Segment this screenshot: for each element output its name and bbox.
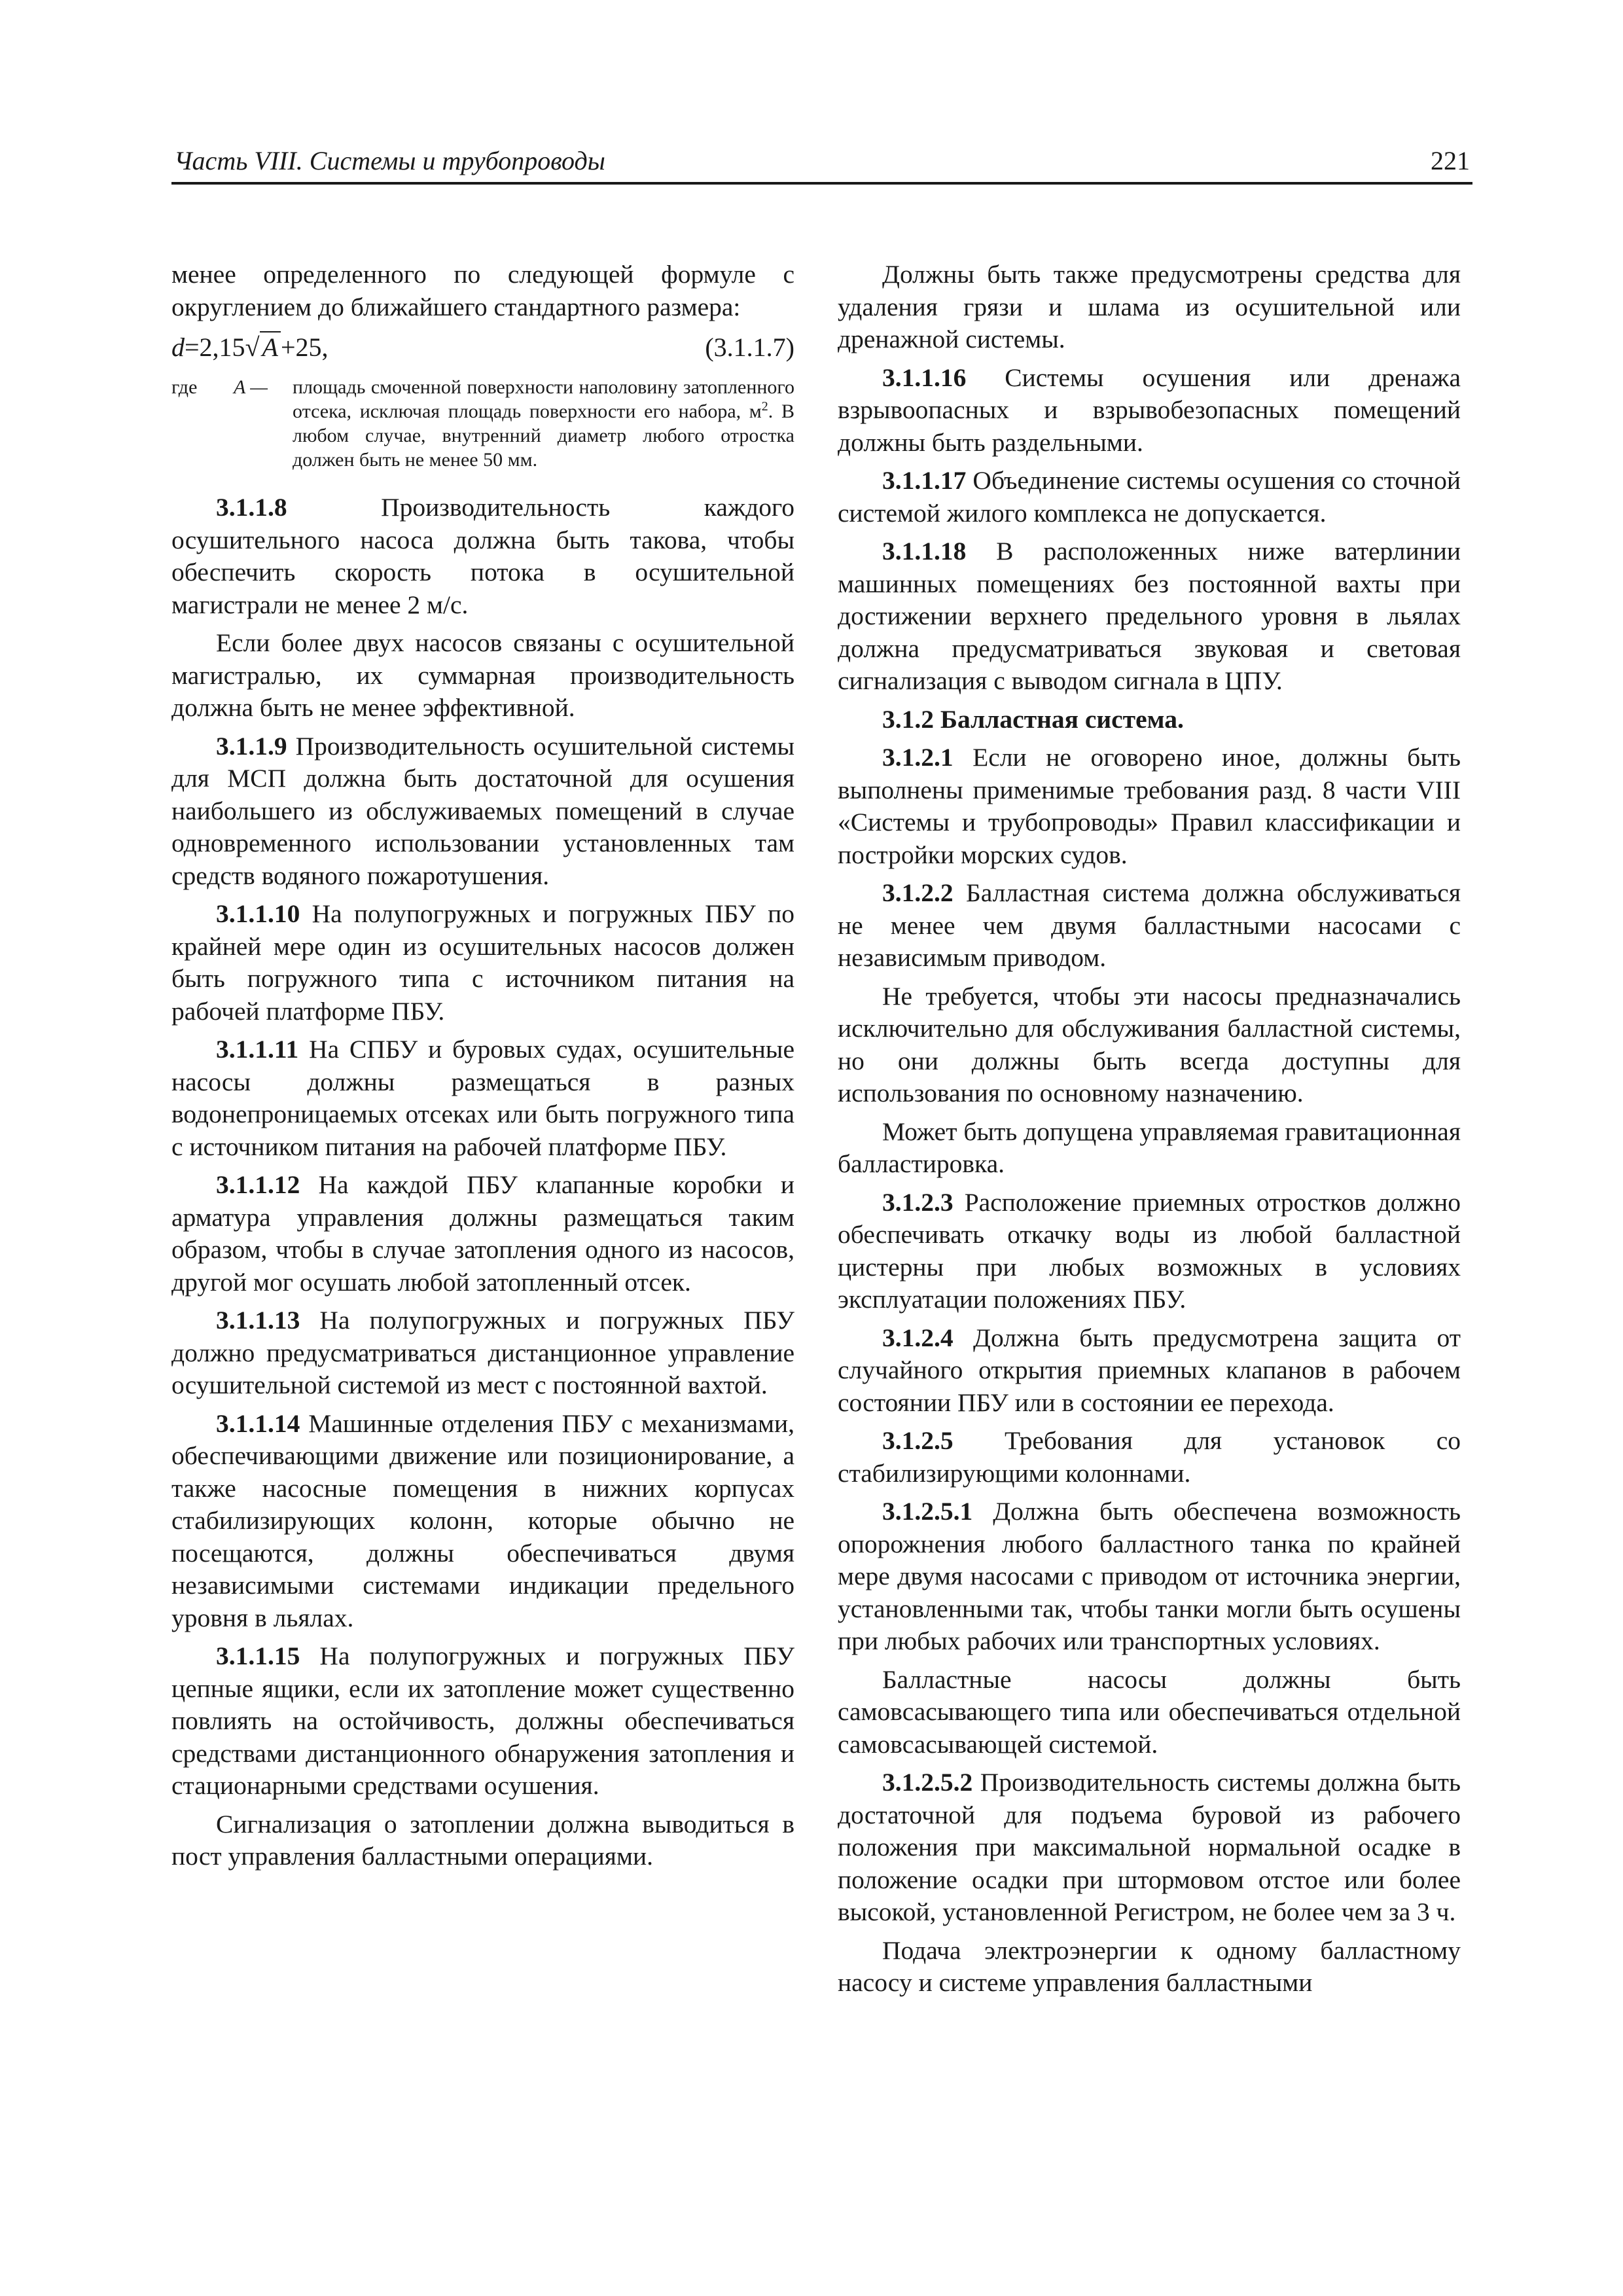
clause-3-1-2-2: 3.1.2.2 Балластная система должна обслуживаться не менее чем двумя балластными насосами с независимым приводом. [838, 878, 1461, 972]
legend-label: где [171, 376, 198, 398]
right-column [838, 259, 1461, 2005]
formula-lhs: d [171, 332, 185, 362]
clause-3-1-1-9: 3.1.1.9 Производительность осушительной системы для МСП должна быть достаточной для осушения наибольшего из обслуживаемых помещений в случае одновременного использовании установленных там средств водяного пожаротушения. [171, 731, 794, 890]
page-header [171, 143, 1472, 185]
paragraph: Подача электроэнергии к одному балластному насосу и системе управления балластными [838, 1935, 1461, 1997]
legend-text: площадь смоченной поверхности наполовину затопленного отсека, исключая площадь поверхности его набора, $м^2$. В любом случае, внутренний диаметр любого отростка должен быть не менее 50 мм. [293, 376, 794, 471]
formula-radicand: A [260, 331, 281, 362]
page-number: 221 [1431, 146, 1470, 175]
clause-3-1-1-8: 3.1.1.8 Производительность каждого осушительного насоса должна быть такова, чтобы обеспечить скорость потока в осушительной магистрали не менее 2 м/с. [171, 493, 794, 619]
section-heading: 3.1.2 Балластная система. [882, 704, 1184, 734]
clause-3-1-2-5: 3.1.2.5 Требования для установок со стабилизирующими колоннами. [838, 1426, 1461, 1488]
paragraph: Не требуется, чтобы эти насосы предназначались исключительно для обслуживания балластной системы, но они должны быть всегда доступны для использования по основному назначению. [838, 981, 1461, 1107]
clause-3-1-2-5-1: 3.1.2.5.1 Должна быть обеспечена возможность опорожнения любого балластного танка по крайней мере двумя насосами с приводом от источника энергии, установленными так, чтобы танки могли быть осушены при любых рабочих или транспортных условиях. [838, 1497, 1461, 1655]
formula-expression [171, 329, 329, 366]
clause-3-1-1-16: 3.1.1.16 Системы осушения или дренажа взрывоопасных и взрывобезопасных помещений должны быть раздельными. [838, 363, 1461, 457]
formula-number: (3.1.1.7) [705, 332, 794, 362]
paragraph: менее определенного по следующей формуле с округлением до ближайшего стандартного размера: [171, 260, 794, 321]
clause-3-1-2-4: 3.1.2.4 Должна быть предусмотрена защита от случайного открытия приемных клапанов в рабочем состоянии ПБУ или в состоянии ее перехода. [838, 1323, 1461, 1417]
left-column [171, 259, 794, 1879]
running-title: Часть VIII. Системы и трубопроводы [174, 146, 605, 175]
sqrt-icon: √ [245, 332, 260, 362]
clause-3-1-1-13: 3.1.1.13 На полупогружных и погружных ПБУ должно предусматриваться дистанционное управление осушительной системой из мест с постоянной вахтой. [171, 1306, 794, 1399]
paragraph: Сигнализация о затоплении должна выводиться в пост управления балластными операциями. [171, 1809, 794, 1871]
clause-3-1-1-14: 3.1.1.14 Машинные отделения ПБУ с механизмами, обеспечивающими движение или позиционирование, а также насосные помещения в нижних корпусах стабилизирующих колонн, которые обычно не посещаются, должны обеспечиваться двумя независимыми системами индикации предельного уровня в льялах. [171, 1408, 794, 1632]
clause-3-1-1-11: 3.1.1.11 На СПБУ и буровых судах, осушительные насосы должны размещаться в разных водонепроницаемых отсеках или быть погружного типа с источником питания на рабочей платформе ПБУ. [171, 1035, 794, 1161]
paragraph: Если более двух насосов связаны с осушительной магистралью, их суммарная производительность должна быть не менее эффективной. [171, 628, 794, 722]
paragraph: Балластные насосы должны быть самовсасывающего типа или обеспечиваться отдельной самовсасывающей системой. [838, 1664, 1461, 1759]
clause-3-1-2-3: 3.1.2.3 Расположение приемных отростков должно обеспечивать откачку воды из любой балластной цистерны при любых возможных в условиях эксплуатации положениях ПБУ. [838, 1187, 1461, 1314]
formula-legend [171, 375, 794, 472]
clause-3-1-1-17: 3.1.1.17 Объединение системы осушения со сточной системой жилого комплекса не допускается. [838, 466, 1461, 528]
clause-3-1-2-1: 3.1.2.1 Если не оговорено иное, должны быть выполнены применимые требования разд. 8 части VIII «Системы и трубопроводы» Правил классификации и постройки морских судов. [838, 743, 1461, 869]
formula-coefficient: =2,15 [185, 332, 245, 362]
paragraph: Должны быть также предусмотрены средства для удаления грязи и шлама из осушительной или дренажной системы. [838, 260, 1461, 353]
clause-3-1-1-15: 3.1.1.15 На полупогружных и погружных ПБУ цепные ящики, если их затопление может существенно повлиять на остойчивость, должны обеспечиваться средствами дистанционного обнаружения затопления и стационарными средствами осушения. [171, 1641, 794, 1800]
formula-3-1-1-7 [171, 329, 794, 368]
clause-3-1-1-18: 3.1.1.18 В расположенных ниже ватерлинии машинных помещениях без постоянной вахты при достижении верхнего предельного уровня в льялах должна предусматриваться звуковая и световая сигнализация с выводом сигнала в ЦПУ. [838, 537, 1461, 695]
clause-3-1-2-5-2: 3.1.2.5.2 Производительность системы должна быть достаточной для подъема буровой из рабочего положения при максимальной нормальной осадке в положение осадки при штормовом отстое или более высокой, установленной Регистром, не более чем за 3 ч. [838, 1768, 1461, 1926]
paragraph: Может быть допущена управляемая гравитационная балластировка. [838, 1117, 1461, 1178]
formula-tail: +25, [280, 332, 329, 362]
clause-3-1-1-12: 3.1.1.12 На каждой ПБУ клапанные коробки и арматура управления должны размещаться таким образом, чтобы в случае затопления одного из насосов, другой мог осушать любой затопленный отсек. [171, 1170, 794, 1297]
legend-symbol: A — [234, 376, 268, 398]
clause-3-1-1-10: 3.1.1.10 На полупогружных и погружных ПБУ по крайней мере один из осушительных насосов должен быть погружного типа с источником питания на рабочей платформе ПБУ. [171, 899, 794, 1026]
